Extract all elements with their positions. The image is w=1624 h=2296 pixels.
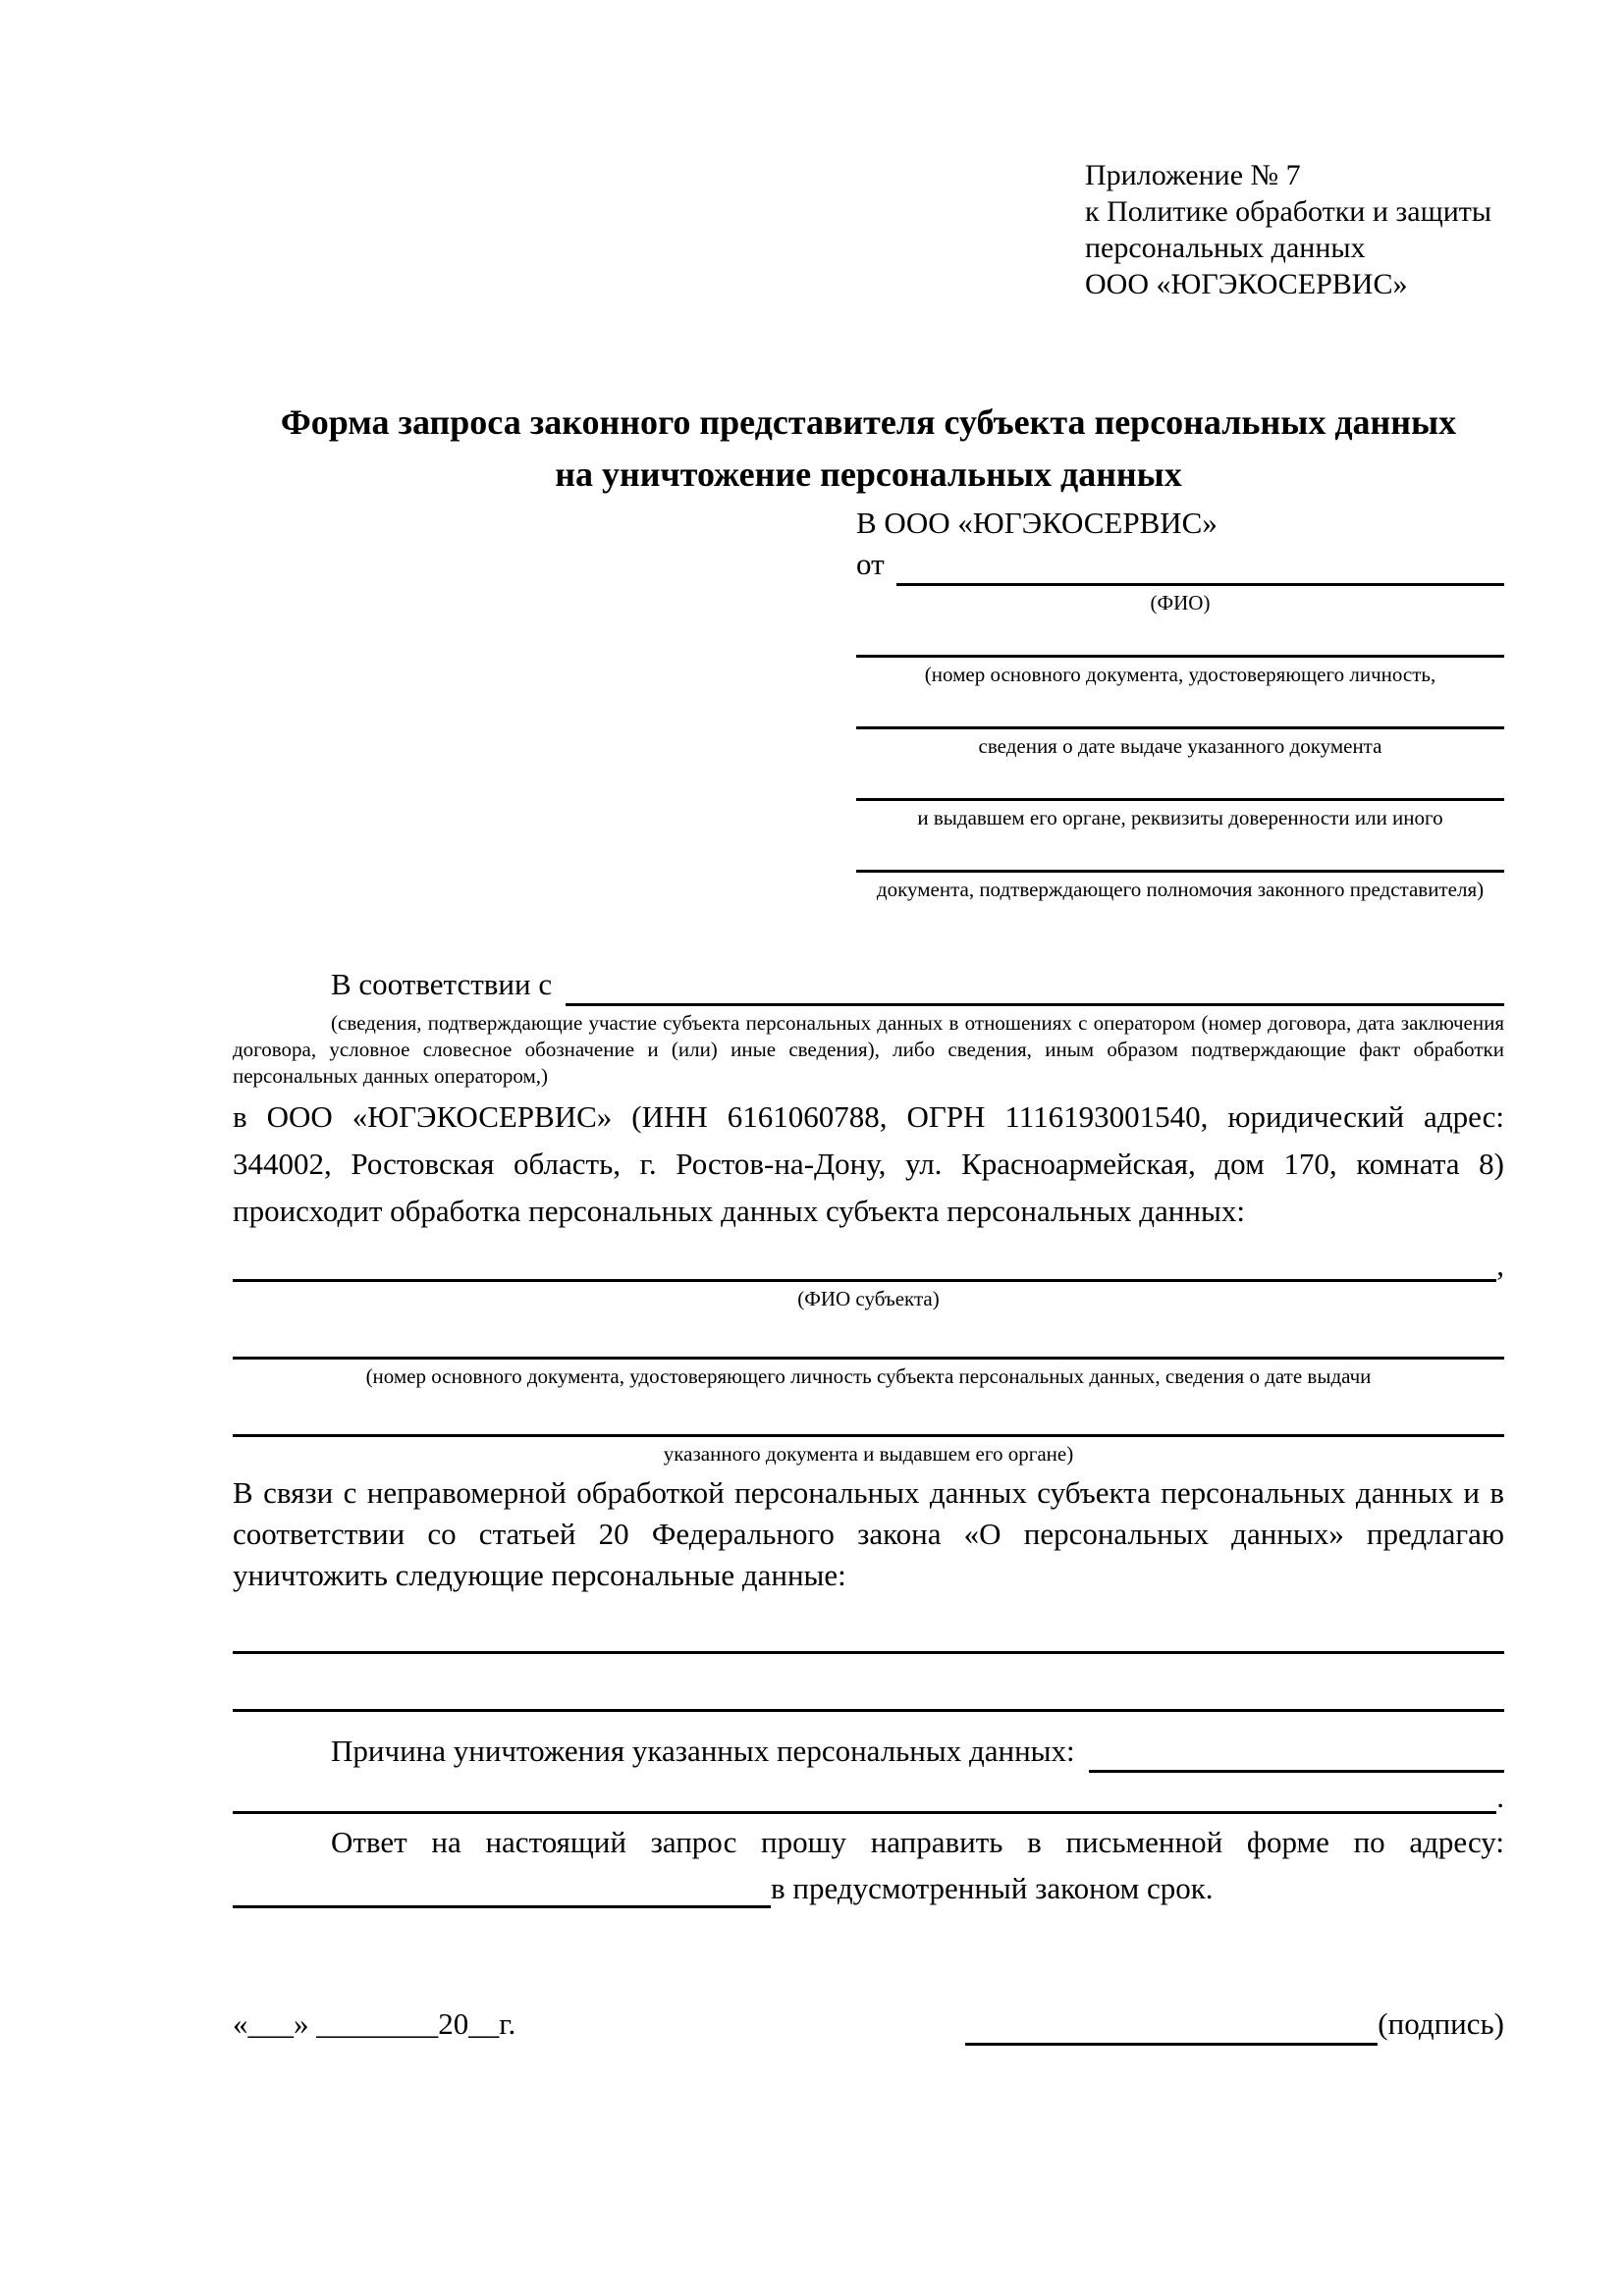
from-blank-line <box>896 583 1504 586</box>
trailing-comma: , <box>1496 1248 1504 1282</box>
appendix-note-line: персональных данных <box>1085 232 1366 264</box>
field-caption: и выдавшем его органе, реквизиты доверенности или иного <box>917 806 1443 829</box>
date-line: «___» ________20__г. <box>233 2006 516 2041</box>
blank-line <box>856 830 1504 873</box>
reason-continuation-row <box>233 1773 1504 1814</box>
demand-paragraph: В связи с неправомерной обработкой персональных данных субъекта персональных данных и в соответствии со статьей 20 Федерального закона «О персональных данных» предлагаю уничтожить следующие персональные данные: <box>233 1475 1504 1592</box>
accordance-blank-line <box>566 1003 1504 1006</box>
accordance-label: В соответствии с <box>331 966 553 1001</box>
field-caption: указанного документа и выдавшем его органе) <box>663 1442 1074 1466</box>
reason-row <box>233 1730 1504 1773</box>
signature-caption: (подпись) <box>1378 2006 1504 2041</box>
accordance-caption: (сведения, подтверждающие участие субъекта персональных данных в отношениях с оператором (номер договора, дата заключения договора, условное словесное обозначение и (или) иные сведения), либо сведения, иным образом подтверждающие факт обработки персональных данных оператором,) <box>233 1011 1504 1088</box>
answer-suffix: в предусмотренный законом срок. <box>771 1871 1214 1905</box>
page-title-line-1: Форма запроса законного представителя субъекта персональных данных <box>280 402 1457 442</box>
appendix-note-line: ООО «ЮГЭКОСЕРВИС» <box>1085 268 1408 300</box>
appendix-note-line: Приложение № 7 <box>1085 159 1301 191</box>
addressee-block <box>856 501 1504 902</box>
operator-paragraph: в ООО «ЮГЭКОСЕРВИС» (ИНН 6161060788, ОГРН 1116193001540, юридический адрес: 344002, Ростовская область, г. Ростов-на-Дону, ул. Красноармейская, дом 170, комната 8) происходит обработка персональных данных субъекта персональных данных: <box>233 1099 1504 1228</box>
addressee-to: В ООО «ЮГЭКОСЕРВИС» <box>856 506 1218 540</box>
field-caption: сведения о дате выдаче указанного документа <box>978 734 1382 758</box>
blank-line <box>856 687 1504 729</box>
blank-line <box>856 615 1504 658</box>
appendix-note <box>1085 157 1504 302</box>
blank-line <box>233 1311 1504 1360</box>
field-caption: (номер основного документа, удостоверяющего личность, <box>924 663 1436 686</box>
answer-sentence: Ответ на настоящий запрос прошу направить в письменной форме по адресу: <box>331 1825 1504 1859</box>
blank-line <box>233 1279 1496 1282</box>
signature-blank-line <box>965 2043 1378 2046</box>
address-blank-line <box>233 1905 771 1908</box>
field-caption: документа, подтверждающего полномочия законного представителя) <box>876 878 1485 901</box>
blank-line <box>856 759 1504 801</box>
subject-field-row <box>233 1241 1504 1282</box>
accordance-row <box>233 963 1504 1006</box>
field-caption: (ФИО субъекта) <box>797 1287 940 1310</box>
date-signature-row <box>233 2002 1504 2046</box>
answer-address-row <box>233 1865 1504 1908</box>
from-label: от <box>856 546 885 581</box>
page-title-line-2: на уничтожение персональных данных <box>555 454 1182 494</box>
reason-blank-line <box>1089 1770 1504 1773</box>
blank-line <box>233 1811 1496 1814</box>
field-caption: (ФИО) <box>1150 591 1211 614</box>
blank-line <box>233 1596 1504 1654</box>
blank-line <box>233 1654 1504 1712</box>
reason-label: Причина уничтожения указанных персональных данных: <box>331 1733 1075 1768</box>
appendix-note-line: к Политике обработки и защиты <box>1085 195 1492 228</box>
field-caption: (номер основного документа, удостоверяющего личность субъекта персональных данных, сведения о дате выдачи <box>365 1364 1372 1388</box>
blank-line <box>233 1389 1504 1437</box>
page-title <box>233 397 1504 501</box>
from-field-row <box>856 545 1504 586</box>
trailing-period: . <box>1496 1780 1504 1814</box>
signature-group <box>965 2002 1504 2046</box>
